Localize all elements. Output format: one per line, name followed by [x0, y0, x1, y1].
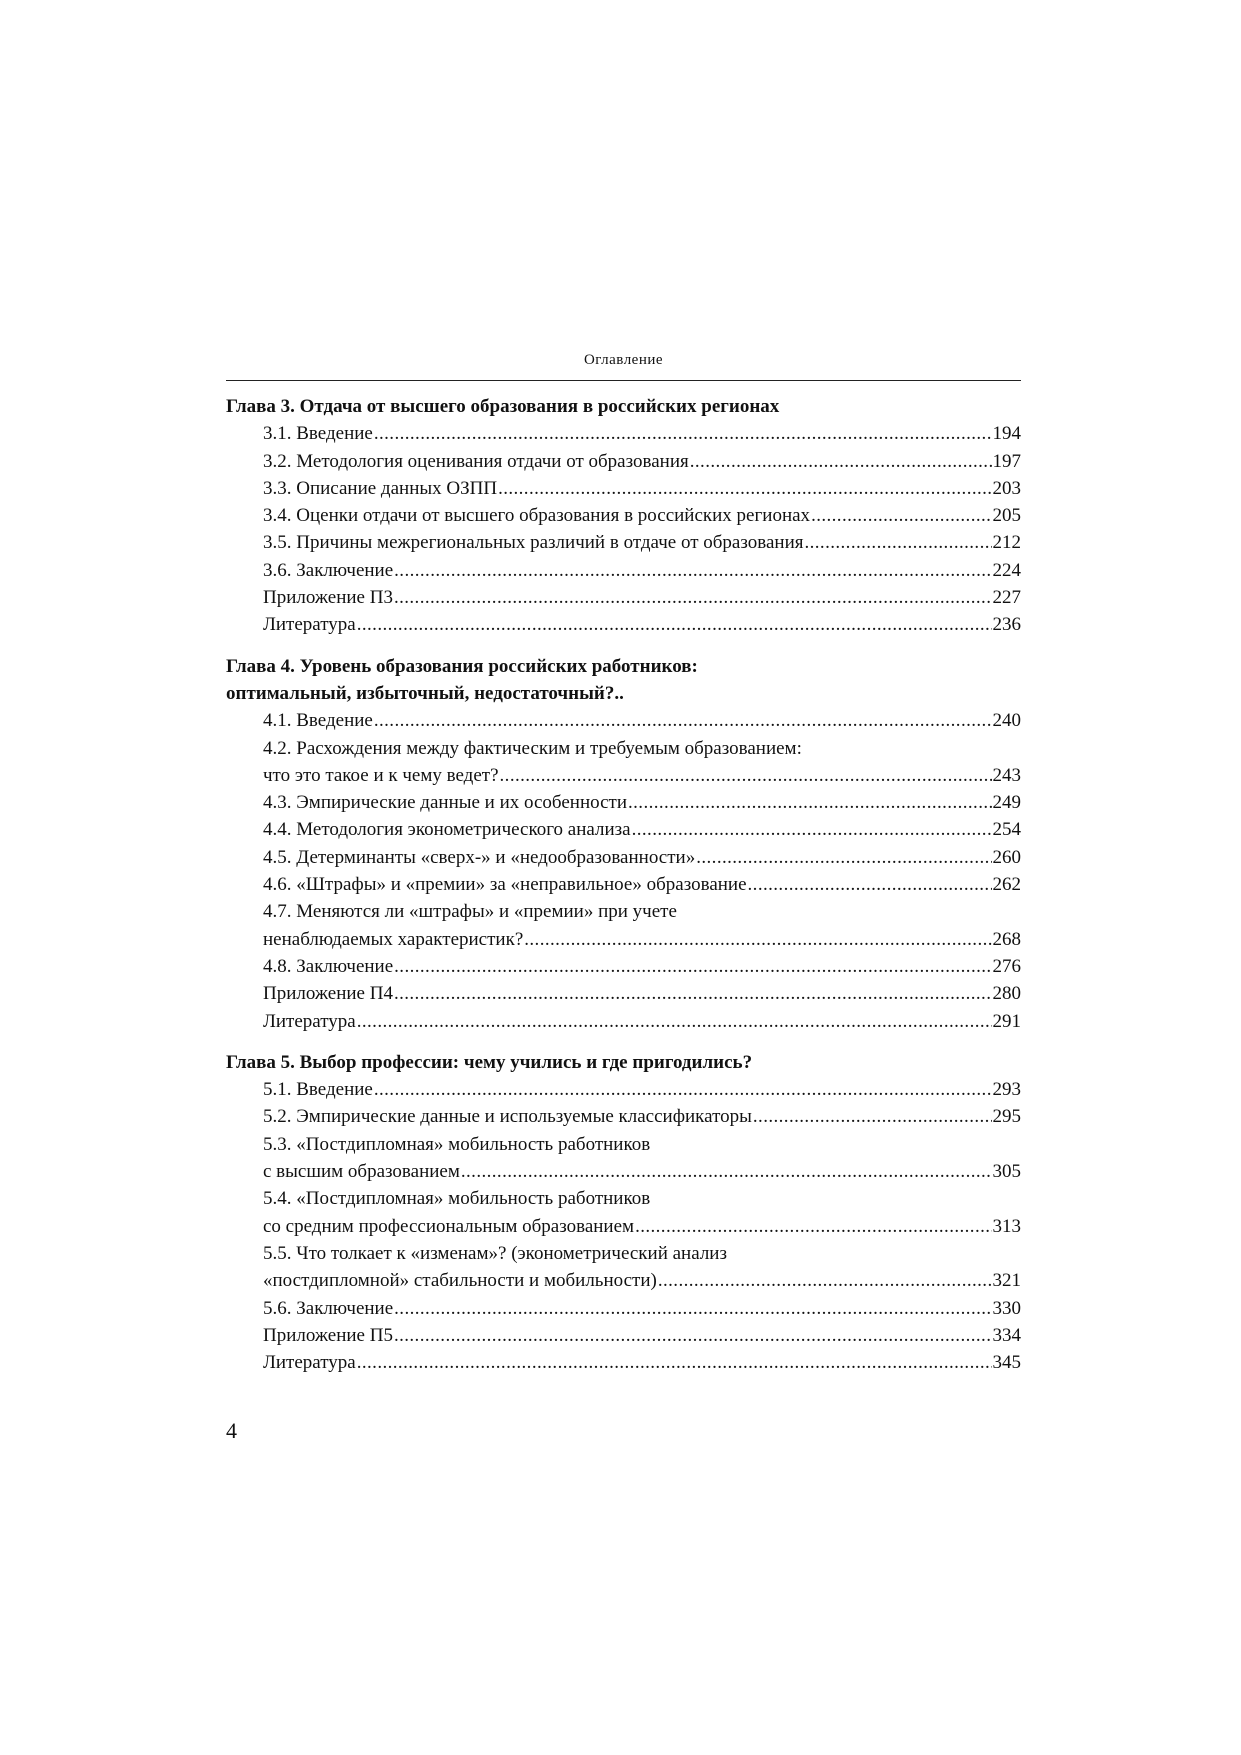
dot-leader	[696, 844, 991, 871]
toc-page-number: 293	[992, 1079, 1021, 1101]
toc-entry-text: 4.2. Расхождения между фактическим и требуемым образованием:	[263, 737, 802, 759]
chapter-title: Глава 3. Отдача от высшего образования в российских регионах	[226, 396, 780, 417]
dot-leader	[748, 871, 992, 898]
dot-leader	[357, 611, 992, 638]
toc-entry-text: 4.5. Детерминанты «сверх-» и «недообразованности»	[263, 846, 696, 868]
dot-leader	[394, 953, 991, 980]
chapter-title: оптимальный, избыточный, недостаточный?..	[226, 682, 624, 704]
toc-page-number: 334	[992, 1324, 1021, 1346]
toc-page-number: 254	[992, 819, 1021, 841]
toc-entry[interactable]	[226, 707, 1021, 734]
dot-leader	[804, 529, 991, 556]
toc-entry[interactable]	[226, 953, 1021, 980]
toc-entry-text: 5.2. Эмпирические данные и используемые классификаторы	[263, 1106, 752, 1128]
toc-entry-text: Приложение П5	[263, 1324, 393, 1346]
toc-entry[interactable]	[226, 502, 1021, 529]
toc-entry-text: 4.7. Меняются ли «штрафы» и «премии» при учете	[263, 901, 677, 923]
toc-entry-text: Литература	[263, 1010, 356, 1032]
toc-page-number: 268	[992, 928, 1021, 950]
dot-leader	[498, 475, 991, 502]
dot-leader	[394, 1322, 992, 1349]
toc-page-number: 345	[992, 1352, 1021, 1374]
dot-leader	[658, 1267, 992, 1294]
toc-entry[interactable]	[226, 557, 1021, 584]
dot-leader	[374, 1076, 992, 1103]
toc-entry[interactable]	[226, 1213, 1021, 1240]
toc-entry-text: 4.4. Методология эконометрического анализа	[263, 819, 631, 841]
dot-leader	[500, 762, 992, 789]
toc-entry-text: 3.5. Причины межрегиональных различий в отдаче от образования	[263, 532, 804, 554]
toc-page-number: 240	[992, 710, 1021, 732]
toc-entry[interactable]	[226, 1322, 1021, 1349]
toc-page-number: 276	[992, 955, 1021, 977]
toc-entry-text: 3.3. Описание данных ОЗПП	[263, 477, 498, 499]
toc-entry[interactable]	[226, 1076, 1021, 1103]
toc-entry[interactable]	[226, 980, 1021, 1007]
dot-leader	[374, 420, 992, 447]
toc-entry[interactable]	[226, 1008, 1021, 1035]
toc-entry[interactable]	[226, 1295, 1021, 1322]
dot-leader	[394, 557, 991, 584]
dot-leader	[357, 1008, 992, 1035]
toc-entry[interactable]	[226, 789, 1021, 816]
toc-entry[interactable]	[226, 844, 1021, 871]
chapter-title: Глава 5. Выбор профессии: чему учились и где пригодились?	[226, 1051, 753, 1073]
toc-entry-text: 5.3. «Постдипломная» мобильность работников	[263, 1133, 651, 1155]
toc-entry-text: 5.4. «Постдипломная» мобильность работников	[263, 1188, 651, 1210]
dot-leader	[374, 707, 992, 734]
toc-entry-text: 4.6. «Штрафы» и «премии» за «неправильное» образование	[263, 874, 747, 896]
toc-page-number: 227	[992, 587, 1021, 609]
toc-entry-text: Приложение П3	[263, 587, 393, 609]
toc-entry[interactable]	[226, 420, 1021, 447]
toc-entry-text: Литература	[263, 614, 356, 636]
toc-entry-text: 5.1. Введение	[263, 1079, 373, 1101]
toc-entry[interactable]	[226, 475, 1021, 502]
toc-chapter	[226, 393, 1021, 639]
toc-entry[interactable]	[226, 1103, 1021, 1130]
chapter-title: Глава 4. Уровень образования российских работников:	[226, 655, 698, 677]
dot-leader	[461, 1158, 992, 1185]
dot-leader	[628, 789, 992, 816]
toc-page-number: 295	[992, 1106, 1021, 1128]
toc-page-number: 305	[992, 1161, 1021, 1183]
toc-entry-text: с высшим образованием	[263, 1161, 460, 1183]
toc-entry[interactable]	[226, 1267, 1021, 1294]
toc-entry-text: «постдипломной» стабильности и мобильности)	[263, 1270, 657, 1292]
dot-leader	[811, 502, 991, 529]
dot-leader	[753, 1103, 992, 1130]
toc-entry-text: что это такое и к чему ведет?	[263, 764, 499, 786]
toc-page-number: 205	[992, 505, 1021, 527]
header-rule	[226, 380, 1021, 381]
dot-leader	[394, 1295, 991, 1322]
dot-leader	[394, 980, 992, 1007]
dot-leader	[635, 1213, 991, 1240]
toc-entry[interactable]	[226, 926, 1021, 953]
toc-entry-text: 4.3. Эмпирические данные и их особенности	[263, 792, 627, 814]
dot-leader	[524, 926, 991, 953]
toc-entry-text: 4.8. Заключение	[263, 955, 394, 977]
dot-leader	[357, 1349, 992, 1376]
toc-entry-text: 3.6. Заключение	[263, 559, 394, 581]
toc-entry-text: 5.5. Что толкает к «изменам»? (эконометрический анализ	[263, 1242, 727, 1264]
toc-entry[interactable]	[226, 448, 1021, 475]
toc-entry-text: ненаблюдаемых характеристик?	[263, 928, 524, 950]
toc-chapter	[226, 653, 1021, 1035]
toc-page-number: 313	[992, 1215, 1021, 1237]
toc-page-number: 194	[992, 423, 1021, 445]
toc-page-number: 262	[992, 874, 1021, 896]
toc-entry-text: Литература	[263, 1352, 356, 1374]
toc-page-number: 243	[992, 764, 1021, 786]
table-of-contents	[226, 393, 1021, 1390]
toc-entry-text: со средним профессиональным образованием	[263, 1215, 635, 1237]
toc-entry-text: Приложение П4	[263, 983, 393, 1005]
toc-entry-text: 5.6. Заключение	[263, 1297, 394, 1319]
toc-chapter	[226, 1049, 1021, 1377]
toc-entry-text: 3.1. Введение	[263, 423, 373, 445]
running-header: Оглавление	[583, 352, 664, 368]
toc-page-number: 212	[992, 532, 1021, 554]
toc-entry[interactable]	[226, 1158, 1021, 1185]
dot-leader	[394, 584, 992, 611]
toc-entry-text: 3.2. Методология оценивания отдачи от образования	[263, 450, 689, 472]
toc-page-number: 224	[992, 559, 1021, 581]
page-number: 4	[226, 1418, 237, 1443]
toc-page-number: 203	[992, 477, 1021, 499]
toc-page-number: 249	[992, 792, 1021, 814]
toc-entry[interactable]	[226, 762, 1021, 789]
toc-entry[interactable]	[226, 584, 1021, 611]
toc-entry-text: 4.1. Введение	[263, 710, 373, 732]
toc-page-number: 321	[992, 1270, 1021, 1292]
toc-page-number: 260	[992, 846, 1021, 868]
toc-page-number: 236	[992, 614, 1021, 636]
toc-page-number: 280	[992, 983, 1021, 1005]
toc-entry[interactable]	[226, 529, 1021, 556]
toc-entry[interactable]	[226, 1349, 1021, 1376]
dot-leader	[632, 816, 992, 843]
toc-entry[interactable]	[226, 816, 1021, 843]
toc-entry[interactable]	[226, 871, 1021, 898]
toc-page-number: 197	[992, 450, 1021, 472]
toc-page-number: 330	[992, 1297, 1021, 1319]
toc-entry[interactable]	[226, 611, 1021, 638]
toc-entry-text: 3.4. Оценки отдачи от высшего образования в российских регионах	[263, 505, 811, 527]
toc-page-number: 291	[992, 1010, 1021, 1032]
dot-leader	[690, 448, 992, 475]
